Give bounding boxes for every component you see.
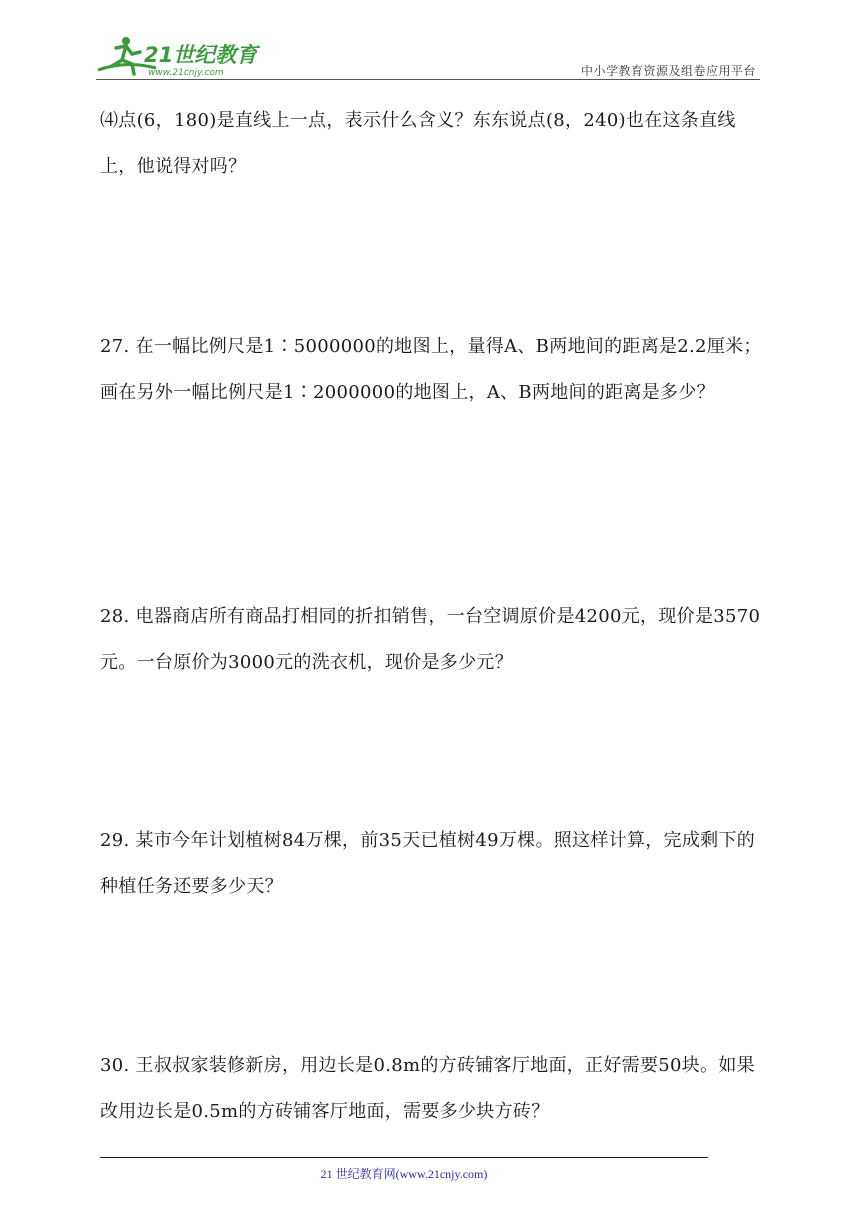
footer-link[interactable]: 21 世纪教育网(www.21cnjy.com) (320, 1167, 488, 1181)
header-divider (96, 79, 760, 80)
question-29: 29. 某市今年计划植树84万棵，前35天已植树49万棵。照这样计算，完成剩下的种植任务还要多少天？ (100, 830, 756, 897)
footer-divider (100, 1157, 708, 1158)
logo (96, 34, 266, 78)
question-26-4: ⑷点(6，180)是直线上一点，表示什么含义？东东说点(8，240)也在这条直线上，他说得对吗？ (100, 110, 736, 177)
question-30: 30. 王叔叔家装修新房，用边长是0.8m的方砖铺客厅地面，正好需要50块。如果改用边长是0.5m的方砖铺客厅地面，需要多少块方砖？ (100, 1055, 755, 1122)
platform-name: 中小学教育资源及组卷应用平台 (580, 64, 756, 78)
question-27: 27. 在一幅比例尺是1∶5000000的地图上，量得A、B两地间的距离是2.2厘米；画在另外一幅比例尺是1∶2000000的地图上，A、B两地间的距离是多少？ (100, 336, 762, 403)
question-28: 28. 电器商店所有商品打相同的折扣销售，一台空调原价是4200元，现价是3570元。一台原价为3000元的洗衣机，现价是多少元？ (100, 606, 761, 673)
page-header (96, 34, 760, 80)
logo-url: www.21cnjy.com (148, 68, 224, 78)
logo-text: 21世纪教育 (144, 43, 258, 67)
